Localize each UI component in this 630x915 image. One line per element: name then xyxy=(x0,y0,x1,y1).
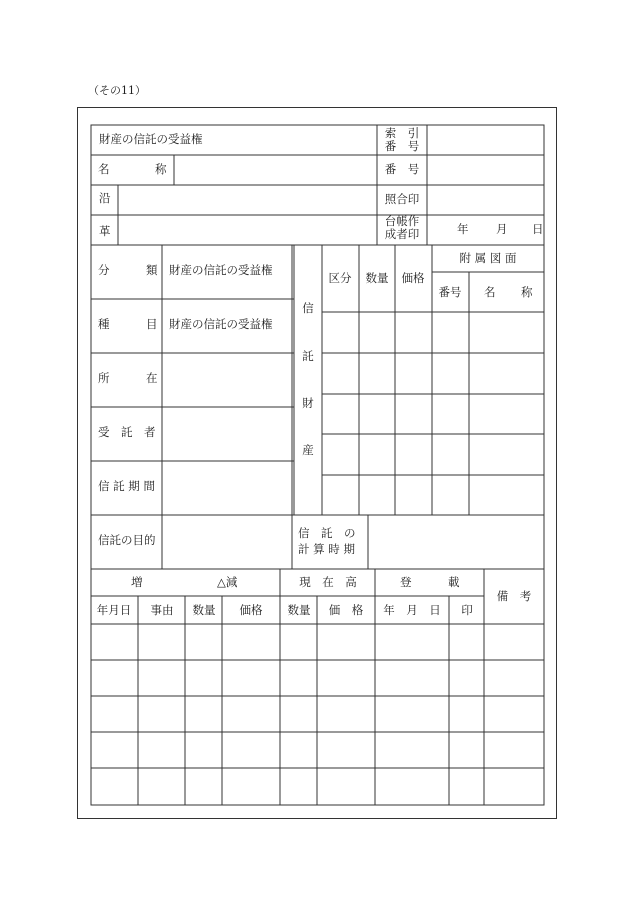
history-label-2: 革 xyxy=(99,224,111,238)
classification-value: 財産の信託の受益権 xyxy=(169,263,273,277)
history-label: 沿 xyxy=(99,191,111,205)
item-value: 財産の信託の受益権 xyxy=(169,317,273,331)
ledger-maker-label-2: 成者印 xyxy=(384,227,420,241)
remarks-header: 備 考 xyxy=(496,589,532,603)
current-price-header: 価 格 xyxy=(328,603,364,617)
registration-header: 登 xyxy=(400,575,412,589)
check-seal-label: 照合印 xyxy=(384,192,420,206)
trust-period-label: 信 託 期 間 xyxy=(98,479,155,493)
form-grid-lines xyxy=(78,108,558,820)
name-label: 名 xyxy=(98,162,110,176)
index-number-label-2: 番 号 xyxy=(384,139,420,153)
form-frame xyxy=(77,107,557,819)
drawing-name-header: 名 xyxy=(484,285,496,299)
calc-period-label: 信 託 の xyxy=(298,526,356,540)
month-label: 月 xyxy=(496,222,508,236)
calc-period-label-2: 計 算 時 期 xyxy=(298,542,355,556)
reason-header: 事由 xyxy=(150,603,174,617)
quantity-header: 数量 xyxy=(365,271,389,285)
classification-label: 分 xyxy=(98,263,110,277)
current-qty-header: 数量 xyxy=(287,603,311,617)
trust-property-char-1: 信 xyxy=(302,301,314,315)
ledger-maker-label: 台帳作 xyxy=(384,214,420,228)
date-header: 年月日 xyxy=(96,603,132,617)
item-label: 種 xyxy=(98,317,110,331)
ledger-price-header: 価格 xyxy=(239,603,263,617)
index-number-label: 索 引 xyxy=(384,126,420,140)
item-label-2: 目 xyxy=(146,317,158,331)
seal-header: 印 xyxy=(461,603,473,617)
decrease-header: △減 xyxy=(217,575,238,589)
form-title: 財産の信託の受益権 xyxy=(99,132,203,146)
location-label-2: 在 xyxy=(146,371,158,385)
page-label: （その11） xyxy=(88,84,146,97)
trust-purpose-label: 信託の目的 xyxy=(98,533,156,547)
trust-property-char-4: 産 xyxy=(302,443,314,457)
year-label: 年 xyxy=(457,222,469,236)
trust-property-char-3: 財 xyxy=(302,396,314,410)
trustee-label: 受 託 者 xyxy=(98,425,156,439)
registration-date-header: 年 月 日 xyxy=(383,603,441,617)
qty-header: 数量 xyxy=(192,603,216,617)
price-header: 価格 xyxy=(401,271,425,285)
classification-label-2: 類 xyxy=(146,263,158,277)
registration-header-2: 載 xyxy=(448,575,460,589)
division-header: 区分 xyxy=(328,271,352,285)
trust-property-char-2: 託 xyxy=(302,349,314,363)
day-label: 日 xyxy=(532,222,544,236)
location-label: 所 xyxy=(98,371,110,385)
attached-drawings-header: 附 属 図 面 xyxy=(459,251,517,265)
increase-header: 増 xyxy=(131,575,143,589)
drawing-number-header: 番号 xyxy=(438,285,462,299)
current-balance-header: 現 在 高 xyxy=(299,575,357,589)
name-label-2: 称 xyxy=(155,162,167,176)
number-label: 番 号 xyxy=(384,162,420,176)
drawing-name-header-2: 称 xyxy=(521,285,533,299)
